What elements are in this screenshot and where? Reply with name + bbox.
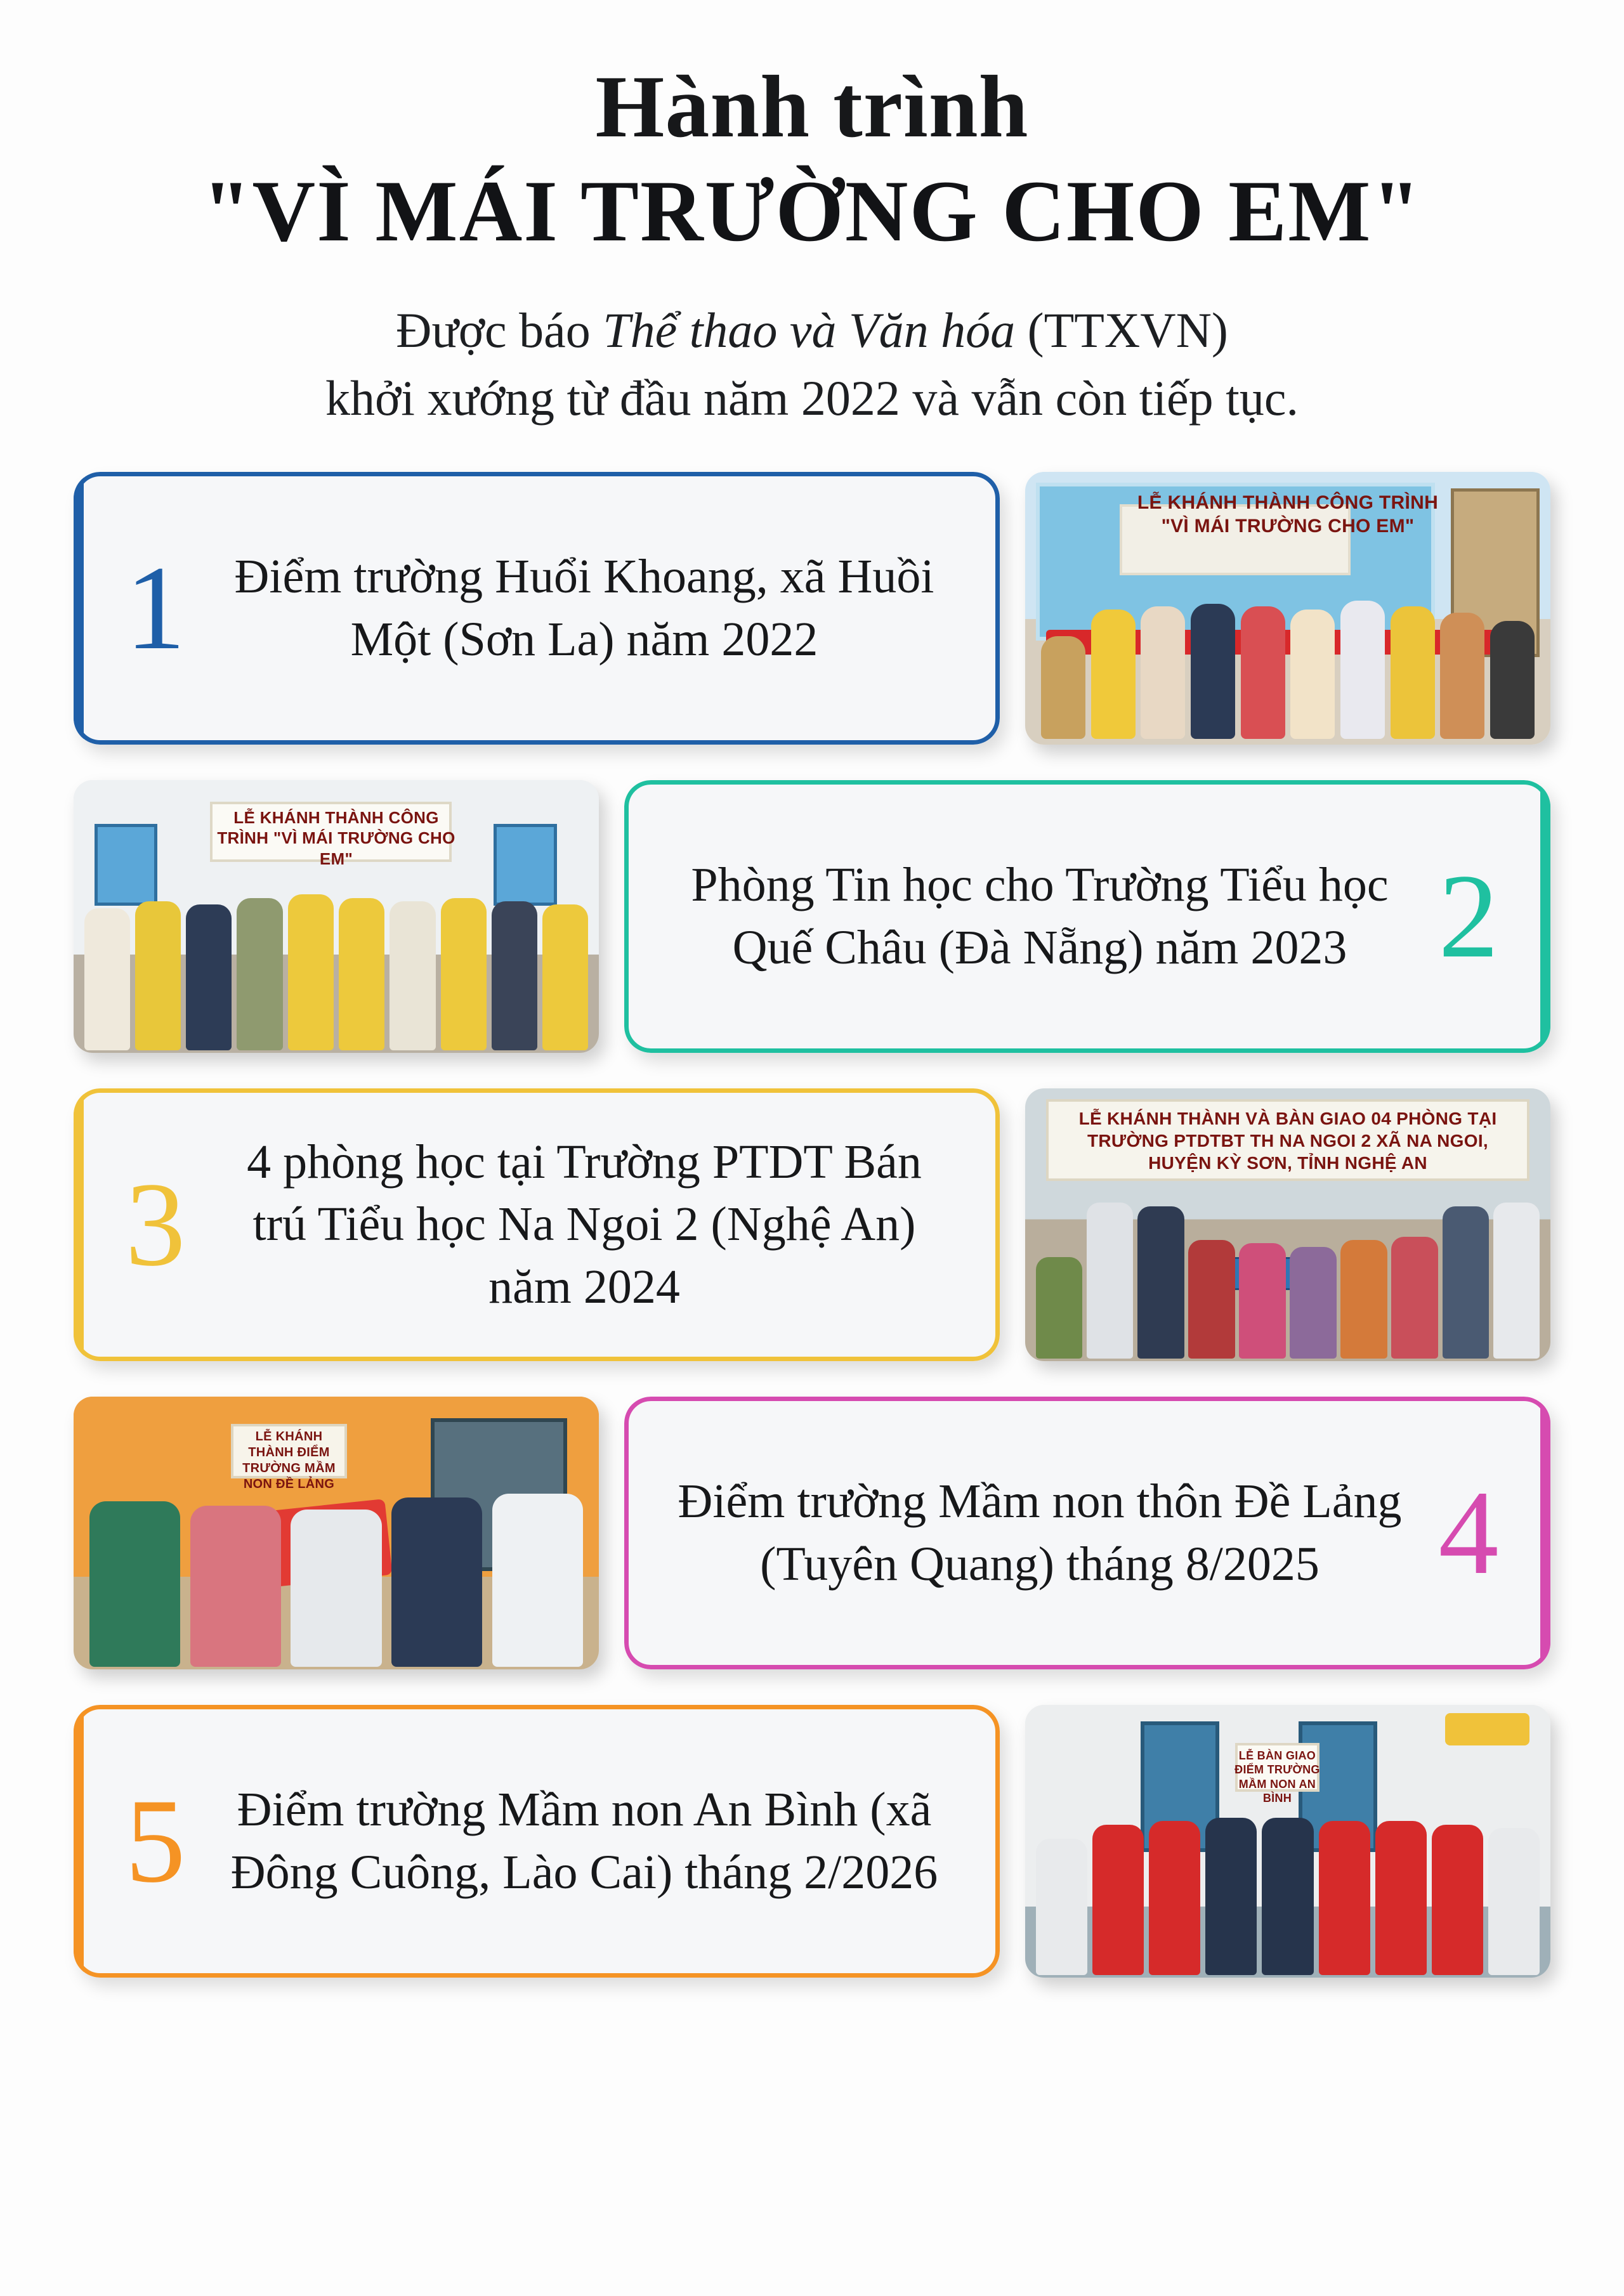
step-1-card[interactable] [74,472,1000,745]
person [1241,606,1285,739]
person [1205,1818,1257,1975]
person [391,1497,482,1666]
person [1340,601,1385,739]
person [1239,1243,1286,1358]
step-2-photo-caption: LỄ KHÁNH THÀNH CÔNG TRÌNH "VÌ MÁI TRƯỜNG CHO EM" [217,807,455,868]
step-3-number: 3 [125,1158,186,1291]
person [1036,1839,1087,1975]
person [1149,1821,1200,1974]
person [1141,606,1185,739]
step-1-photo [1025,472,1550,745]
person [1290,1247,1337,1359]
step-2-number: 2 [1438,849,1499,983]
step-4-accent-bar [1540,1397,1550,1669]
subtitle [76,296,1548,433]
person [1290,610,1335,739]
person [1188,1240,1235,1359]
person [135,901,181,1050]
step-5-photo [1025,1705,1550,1978]
person [1340,1240,1387,1359]
person [237,898,282,1050]
subtitle-part2: (TTXVN) [1015,302,1228,358]
step-3-accent-bar [74,1088,84,1361]
step-4 [74,1397,1550,1669]
page-title-line1: Hành trình [595,58,1029,156]
person [339,898,384,1050]
person [1091,610,1136,739]
step-1-number: 1 [125,541,186,675]
step-1-accent-bar [74,472,84,745]
step-2 [74,780,1550,1053]
step-3 [74,1088,1550,1361]
person [492,1494,583,1666]
person [1391,1237,1438,1359]
step-3-photo [1025,1088,1550,1361]
header [0,0,1624,433]
subtitle-publication: Thể thao và Văn hóa [603,302,1016,358]
step-2-accent-bar [1540,780,1550,1053]
person [190,1506,281,1667]
photo-people [1036,1189,1540,1359]
person [1488,1828,1540,1974]
step-5-text: Điểm trường Mầm non An Bình (xã Đông Cuông, Lào Cai) tháng 2/2026 [230,1783,938,1899]
step-5-card[interactable] [74,1705,1000,1978]
person [1092,1825,1144,1975]
step-4-photo [74,1397,599,1669]
person [84,908,130,1050]
person [1041,636,1085,740]
person [542,904,588,1050]
photo-people [84,881,589,1050]
subtitle-part1: Được báo [396,302,603,358]
person [89,1501,180,1666]
step-3-text: 4 phòng học tại Trường PTDT Bán trú Tiểu học Na Ngoi 2 (Nghệ An) năm 2024 [247,1135,922,1314]
person [288,894,334,1050]
photo-people [1036,1800,1540,1974]
step-5 [74,1705,1550,1978]
step-1 [74,472,1550,745]
step-2-card[interactable] [624,780,1550,1053]
person [1493,1203,1540,1358]
person [1262,1818,1313,1975]
page-title-line2: "VÌ MÁI TRƯỜNG CHO EM" [202,162,1422,259]
step-5-number: 5 [125,1774,186,1908]
steps-list [0,472,1624,1978]
person [1137,1206,1184,1359]
step-4-number: 4 [1438,1466,1499,1600]
person [186,904,232,1050]
subtitle-line2: khởi xướng từ đầu năm 2022 và vẫn còn tiếp tục. [325,370,1299,426]
person [1440,613,1484,740]
person [390,901,435,1050]
person [1087,1203,1134,1358]
step-3-photo-caption: LỄ KHÁNH THÀNH VÀ BÀN GIAO 04 PHÒNG TẠI TRƯỜNG PTDTBT TH NA NGOI 2 XÃ NA NGOI, HUYỆN KỲ SƠN, TỈNH NGHỆ AN [1078,1108,1497,1173]
person [1191,604,1235,740]
photo-decoration [1445,1713,1529,1746]
person [1443,1206,1490,1359]
step-4-card[interactable] [624,1397,1550,1669]
person [1391,606,1435,739]
step-1-photo-caption: LỄ KHÁNH THÀNH CÔNG TRÌNH "VÌ MÁI TRƯỜNG CHO EM" [1137,492,1439,537]
step-1-text: Điểm trường Huổi Khoang, xã Huồi Một (Sơn La) năm 2022 [234,550,934,666]
person [1490,621,1535,739]
person [1375,1821,1427,1974]
step-3-card[interactable] [74,1088,1000,1361]
photo-people [1041,592,1535,739]
step-4-photo-caption: LỄ KHÁNH THÀNH ĐIỂM TRƯỜNG MẦM NON ĐỀ LẢNG [242,1430,336,1492]
person [1319,1821,1370,1974]
step-2-photo [74,780,599,1053]
person [441,898,487,1050]
step-5-photo-caption: LỄ BÀN GIAO ĐIỂM TRƯỜNG MẦM NON AN BÌNH [1234,1749,1320,1805]
person [492,901,537,1050]
person [1036,1257,1083,1359]
person [291,1510,381,1667]
step-5-accent-bar [74,1705,84,1978]
step-2-text: Phòng Tin học cho Trường Tiểu học Quế Châu (Đà Nẵng) năm 2023 [691,858,1389,974]
photo-people [89,1470,583,1667]
step-4-text: Điểm trường Mầm non thôn Đề Lảng (Tuyên Quang) tháng 8/2025 [678,1475,1402,1591]
person [1432,1825,1483,1975]
